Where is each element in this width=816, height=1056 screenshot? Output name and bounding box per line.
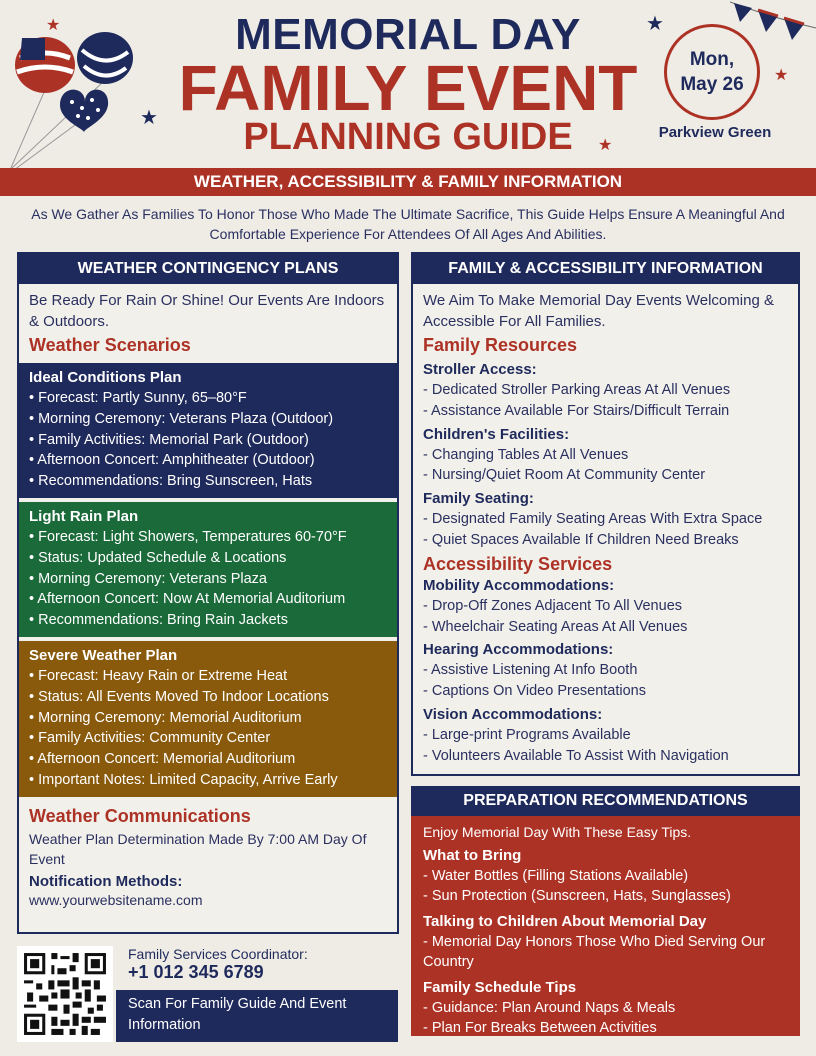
seating-title: Family Seating: xyxy=(423,490,534,508)
star-icon: ★ xyxy=(140,107,158,129)
list-item: - Nursing/Quiet Room At Community Center xyxy=(423,467,706,484)
notification-title: Notification Methods: xyxy=(29,872,183,890)
list-item: - Large-print Programs Available xyxy=(423,726,631,743)
list-item: • Forecast: Light Showers, Temperatures 60-70°F xyxy=(29,528,347,545)
list-item: - Changing Tables At All Venues xyxy=(423,446,629,463)
list-item: • Status: All Events Moved To Indoor Locations xyxy=(29,688,329,705)
hearing-title: Hearing Accommodations: xyxy=(423,641,614,659)
rain-plan xyxy=(19,502,397,637)
star-icon: ★ xyxy=(646,13,664,35)
vision-title: Vision Accommodations: xyxy=(423,705,603,723)
list-item: • Forecast: Partly Sunny, 65–80°F xyxy=(29,390,247,406)
weather-heading: WEATHER CONTINGENCY PLANS xyxy=(19,254,397,284)
family-lead: We Aim To Make Memorial Day Events Welcoming & Accessible For All Families. xyxy=(423,292,774,330)
children-title: Children's Facilities: xyxy=(423,425,570,443)
list-item: - Designated Family Seating Areas With Extra Space xyxy=(423,511,763,528)
coordinator-phone[interactable]: +1 012 345 6789 xyxy=(128,962,264,982)
ideal-plan-title: Ideal Conditions Plan xyxy=(29,369,182,386)
title-line-1: MEMORIAL DAY xyxy=(235,10,581,59)
list-item: - Guidance: Plan Around Naps & Meals xyxy=(423,999,676,1016)
title-line-2: FAMILY EVENT xyxy=(178,52,638,124)
date-day: Mon, xyxy=(689,49,735,70)
weather-comms-title: Weather Communications xyxy=(29,805,251,826)
list-item: - Drop-Off Zones Adjacent To All Venues xyxy=(423,597,683,614)
list-item: • Morning Ceremony: Veterans Plaza xyxy=(29,570,267,587)
prep-lead: Enjoy Memorial Day With These Easy Tips. xyxy=(423,824,692,840)
list-item: • Morning Ceremony: Memorial Auditorium xyxy=(29,709,302,726)
preparation-panel xyxy=(411,786,800,1036)
list-item: - Memorial Day Honors Those Who Died Serving Our Country xyxy=(423,933,766,971)
scan-instruction: Scan For Family Guide And Event Information xyxy=(116,990,398,1042)
intro-text: As We Gather As Families To Honor Those Who Made The Ultimate Sacrifice, This Guide Helps Ensure A Meaningful And Comfortable Experience For Attendees Of All Ages And Abilities. xyxy=(31,206,785,242)
schedule-title: Family Schedule Tips xyxy=(423,978,577,996)
talk-title: Talking to Children About Memorial Day xyxy=(423,912,707,930)
stroller-title: Stroller Access: xyxy=(423,361,537,378)
weather-comms-text: Weather Plan Determination Made By 7:00 AM Day Of Event xyxy=(29,830,367,867)
severe-plan xyxy=(19,641,397,797)
list-item: - Quiet Spaces Available If Children Need Breaks xyxy=(423,531,739,548)
list-item: • Important Notes: Limited Capacity, Arrive Early xyxy=(29,771,338,788)
list-item: - Water Bottles (Filling Stations Available) xyxy=(423,868,689,884)
list-item: • Afternoon Concert: Now At Memorial Auditorium xyxy=(29,591,346,608)
balloons-icon xyxy=(0,10,140,170)
list-item: • Family Activities: Memorial Park (Outdoor) xyxy=(29,431,309,448)
ideal-plan xyxy=(19,363,397,498)
list-item: - Volunteers Available To Assist With Navigation xyxy=(423,747,729,764)
prep-heading: PREPARATION RECOMMENDATIONS xyxy=(411,786,800,816)
mobility-title: Mobility Accommodations: xyxy=(423,576,615,594)
star-icon: ★ xyxy=(46,17,61,34)
weather-panel xyxy=(17,252,399,934)
list-item: • Recommendations: Bring Sunscreen, Hats xyxy=(29,473,313,490)
list-item: - Dedicated Stroller Parking Areas At All Venues xyxy=(423,382,731,398)
list-item: - Sun Protection (Sunscreen, Hats, Sunglasses) xyxy=(423,888,731,905)
qr-code-icon[interactable] xyxy=(17,946,113,1042)
list-item: • Family Activities: Community Center xyxy=(29,730,271,747)
rain-plan-title: Light Rain Plan xyxy=(29,507,139,525)
bring-title: What to Bring xyxy=(423,847,522,864)
date-month: May 26 xyxy=(680,74,744,95)
weather-lead: Be Ready For Rain Or Shine! Our Events Are Indoors & Outdoors. xyxy=(29,292,385,330)
list-item: - Assistive Listening At Info Booth xyxy=(423,662,638,679)
star-icon: ★ xyxy=(774,67,789,84)
severe-plan-title: Severe Weather Plan xyxy=(29,646,178,664)
date-badge xyxy=(664,24,760,120)
coordinator-label: Family Services Coordinator: xyxy=(128,946,308,962)
family-panel xyxy=(411,252,800,776)
list-item: • Afternoon Concert: Amphitheater (Outdoor) xyxy=(29,452,315,469)
list-item: • Afternoon Concert: Memorial Auditorium xyxy=(29,751,296,768)
venue-name: Parkview Green xyxy=(658,124,772,141)
family-resources-title: Family Resources xyxy=(423,335,578,355)
list-item: - Wheelchair Seating Areas At All Venues xyxy=(423,618,688,635)
website-link[interactable]: www.yourwebsitename.com xyxy=(29,891,203,908)
star-icon: ★ xyxy=(598,137,613,154)
accessibility-title: Accessibility Services xyxy=(423,553,613,574)
section-banner: WEATHER, ACCESSIBILITY & FAMILY INFORMATION xyxy=(0,168,816,196)
title-line-3: PLANNING GUIDE xyxy=(243,116,573,158)
weather-scenarios-title: Weather Scenarios xyxy=(29,335,191,355)
list-item: • Recommendations: Bring Rain Jackets xyxy=(29,612,288,629)
list-item: - Captions On Video Presentations xyxy=(423,683,647,700)
list-item: • Forecast: Heavy Rain or Extreme Heat xyxy=(29,667,288,684)
list-item: - Plan For Breaks Between Activities xyxy=(423,1020,657,1037)
list-item: • Status: Updated Schedule & Locations xyxy=(29,549,287,566)
list-item: • Morning Ceremony: Veterans Plaza (Outdoor) xyxy=(29,410,334,427)
list-item: - Assistance Available For Stairs/Difficult Terrain xyxy=(423,402,730,419)
family-heading: FAMILY & ACCESSIBILITY INFORMATION xyxy=(413,254,798,284)
